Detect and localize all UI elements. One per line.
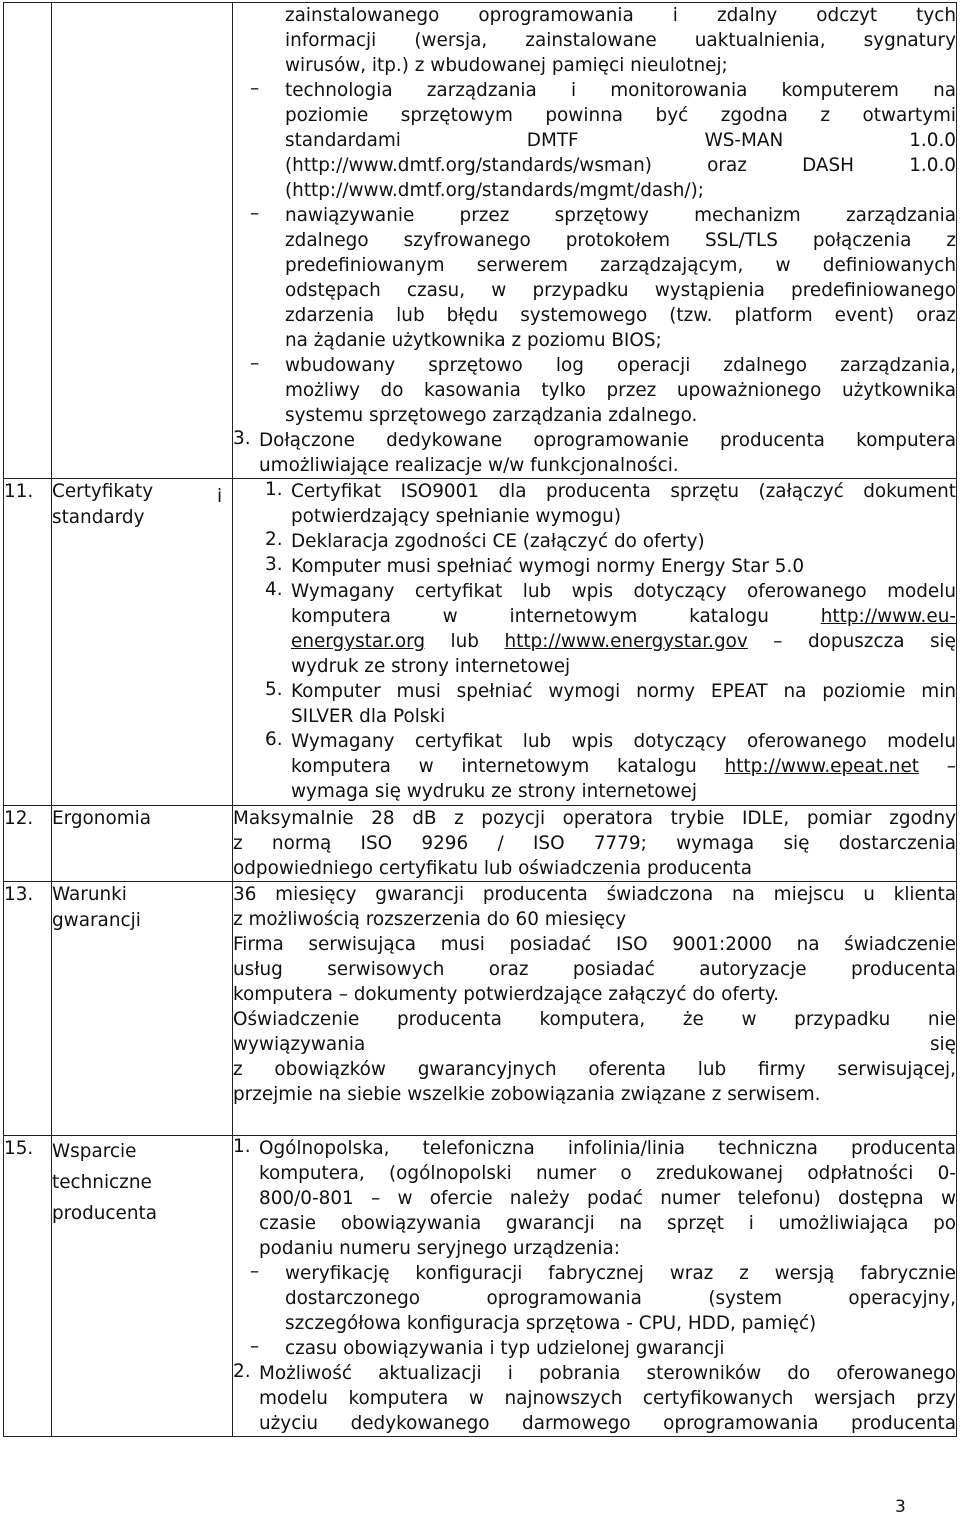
continuation-line: (http://www.dmtf.org/standards/mgmt/dash/); <box>285 180 704 201</box>
euenergystar-link[interactable]: http://www.eu- <box>820 606 956 627</box>
item-number: 3. <box>233 428 251 449</box>
support-dash-1: – weryfikację konfiguracji fabrycznej wraz z wersją fabrycznie dostarczonego oprogramowania (system operacyjny, szczegółowa konfiguracja sprzętowa - CPU, HDD, pamięć) <box>250 1261 956 1334</box>
epeat-link[interactable]: http://www.epeat.net <box>724 756 919 777</box>
continuation-description <box>233 3 957 479</box>
continuation-line: poziomie sprzętowym powinna być zgodna z otwartymi <box>285 105 956 126</box>
continuation-line: zdalnego szyfrowanego protokołem SSL/TLS połączenia z <box>285 230 956 251</box>
continuation-line: informacji (wersja, zainstalowane uaktualnienia, sygnatury <box>285 30 956 51</box>
continuation-lines <box>233 3 956 428</box>
continuation-item-3 <box>233 428 956 478</box>
row-number: 12. <box>4 806 52 882</box>
row-number: 13. <box>4 882 52 1136</box>
wsparcie-description <box>233 1136 957 1437</box>
dash-bullet: – <box>250 78 260 99</box>
cert-item-5: 5. Komputer musi spełniać wymogi normy EPEAT na poziomie min SILVER dla Polski <box>265 679 956 727</box>
table-row-certyfikaty <box>4 479 957 806</box>
row-name: Wsparcie techniczne producenta <box>52 1136 233 1437</box>
continuation-line: zdarzenia lub błędu systemowego (tzw. platform event) oraz <box>285 305 956 326</box>
cert-item-4: 4. Wymagany certyfikat lub wpis dotyczący oferowanego modelu komputera w internetowym katalogu http://www.eu- energystar.org lub http://www.energystar.gov – dopuszcza się wydruk ze strony internetowej <box>265 579 956 677</box>
table-row-ergonomia <box>4 806 957 882</box>
cert-item-6: 6. Wymagany certyfikat lub wpis dotyczący oferowanego modelu komputera w internetowym katalogu http://www.epeat.net – wymaga się wydruku ze strony internetowej <box>265 729 956 802</box>
cert-item-1: 1. Certyfikat ISO9001 dla producenta sprzętu (załączyć dokument potwierdzający spełnianie wymogu) <box>265 479 956 527</box>
cert-item-3: 3. Komputer musi spełniać wymogi normy Energy Star 5.0 <box>265 554 805 577</box>
continuation-line: zainstalowanego oprogramowania i zdalny odczyt tych <box>285 5 956 26</box>
specification-table <box>3 2 957 1437</box>
euenergystar-link-cont[interactable]: energystar.org <box>291 631 426 652</box>
ergonomia-description: Maksymalnie 28 dB z pozycji operatora trybie IDLE, pomiar zgodny z normą ISO 9296 / ISO 7779; wymaga się dostarczenia odpowiedniego certyfikatu lub oświadczenia producenta <box>233 806 957 882</box>
item-line: Dołączone dedykowane oprogramowanie producenta komputera <box>259 430 956 451</box>
dash-bullet: – <box>250 353 260 374</box>
certyfikaty-description <box>233 479 957 806</box>
energystar-link[interactable]: http://www.energystar.gov <box>504 631 748 652</box>
continuation-line: standardami DMTF WS-MAN 1.0.0 <box>285 130 956 151</box>
continuation-line: systemu sprzętowego zarządzania zdalnego. <box>285 405 698 426</box>
row-number: 11. <box>4 479 52 806</box>
warunki-description: 36 miesięcy gwarancji producenta świadczona na miejscu u klienta z możliwością rozszerzenia do 60 miesięcy Firma serwisująca musi posiadać ISO 9001:2000 na świadczenie usług serwisowych oraz posiadać autoryzacje producenta komputera – dokumenty potwierdzające załączyć do oferty. Oświadczenie producenta komputera, że w przypadku nie wywiązywania się z obowiązków gwarancyjnych oferenta lub firmy serwisującej, przejmie na siebie wszelkie zobowiązania związane z serwisem. <box>233 882 957 1136</box>
row-name: Certyfikaty standardy <box>52 479 233 806</box>
continuation-line: wbudowany sprzętowo log operacji zdalnego zarządzania, <box>285 355 956 376</box>
support-item-1: 1. Ogólnopolska, telefoniczna infolinia/linia techniczna producenta komputera, (ogólnopolski numer o zredukowanej odpłatności 0- 800/0-801 – w ofercie należy podać numer telefonu) dostępna w czasie obowiązywania gwarancji na sprzęt i umożliwiająca po podaniu numeru seryjnego urządzenia: <box>233 1136 956 1259</box>
certyfikaty-conjunction: i <box>217 486 223 507</box>
page-number: 3 <box>895 1497 906 1517</box>
row-number: 15. <box>4 1136 52 1437</box>
support-item-2: 2. Możliwość aktualizacji i pobrania sterowników do oferowanego modelu komputera w najnowszych certyfikowanych wersjach przy użyciu dedykowanego darmowego oprogramowania producenta <box>233 1361 956 1434</box>
cert-item-2: 2. Deklaracja zgodności CE (załączyć do oferty) <box>265 529 705 552</box>
continuation-line: możliwy do kasowania tylko przez upoważnionego użytkownika <box>285 380 956 401</box>
continuation-group <box>233 203 956 353</box>
table-row-continuation <box>4 3 957 479</box>
continuation-line: predefiniowanym serwerem zarządzającym, w definiowanych <box>285 255 956 276</box>
continuation-line: odstępach czasu, w przypadku wystąpienia predefiniowanego <box>285 280 956 301</box>
table-row-wsparcie-techniczne <box>4 1136 957 1437</box>
continuation-group <box>233 78 956 203</box>
continuation-line: na żądanie użytkownika z poziomu BIOS; <box>285 330 662 351</box>
continuation-line: (http://www.dmtf.org/standards/wsman) oraz DASH 1.0.0 <box>285 155 956 176</box>
continuation-group <box>233 3 956 78</box>
continuation-line: technologia zarządzania i monitorowania komputerem na <box>285 80 956 101</box>
continuation-line: wirusów, itp.) z wbudowanej pamięci nieulotnej; <box>285 55 728 76</box>
continuation-group <box>233 353 956 428</box>
item-line: umożliwiające realizacje w/w funkcjonalności. <box>259 455 679 476</box>
support-dash-2: – czasu obowiązywania i typ udzielonej gwarancji <box>250 1336 725 1359</box>
row-name: Warunki gwarancji <box>52 882 233 1136</box>
table-row-warunki-gwarancji <box>4 882 957 1136</box>
continuation-line: nawiązywanie przez sprzętowy mechanizm zarządzania <box>285 205 956 226</box>
dash-bullet: – <box>250 203 260 224</box>
row-name: Ergonomia <box>52 806 233 882</box>
